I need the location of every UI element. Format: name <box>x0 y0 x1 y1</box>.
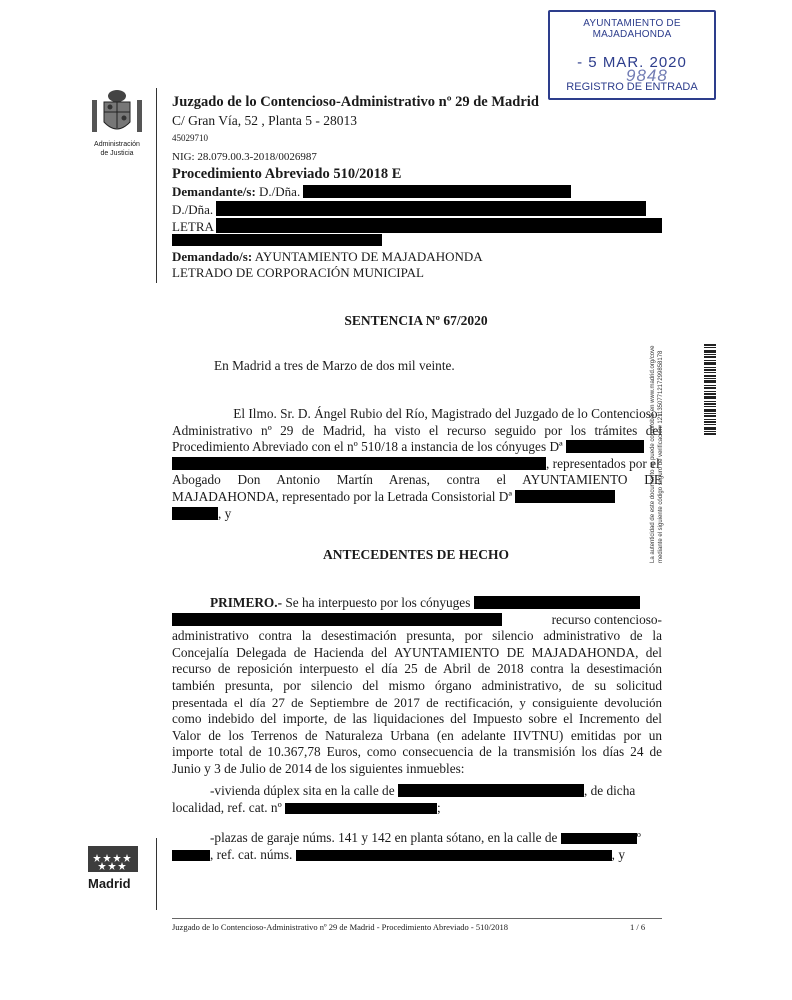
item-garage-line-2 <box>172 847 662 864</box>
primero-line-7: presentada el día 27 de Septiembre de 2017 de rectificación, y consiguiente devolución <box>172 694 662 710</box>
intro-line-3 <box>172 439 662 456</box>
item-dwelling-line-2 <box>172 800 662 817</box>
primero-line-1 <box>172 595 662 612</box>
primero-line-5: recurso de reposición interpuesto el día 25 de Abril de 2018 contra la desestimación <box>172 661 662 677</box>
item-garage-text-a: -plazas de garaje núms. 141 y 142 en planta sótano, en la calle de <box>210 830 558 845</box>
redaction <box>474 596 640 609</box>
registration-stamp <box>548 10 716 100</box>
redaction <box>172 234 382 246</box>
primero-line-2-text: recurso contencioso- <box>551 611 662 627</box>
item-garage <box>172 830 662 863</box>
sentence-title: SENTENCIA Nº 67/2020 <box>344 313 488 328</box>
madrid-label: Madrid <box>88 876 131 891</box>
plaintiff-line-3 <box>172 218 662 235</box>
primero-line-9: Valor de los Terrenos de Naturaleza Urbana (en adelante IIVTNU) emitidas por un <box>172 727 662 743</box>
redaction <box>216 201 646 216</box>
coat-of-arms-icon <box>88 88 146 140</box>
intro-line-4 <box>172 456 662 473</box>
intro-line-3-text: Procedimiento Abreviado con el nº 510/18 a instancia de los cónyuges Dª <box>172 439 563 455</box>
stamp-registry-label: REGISTRO DE ENTRADA <box>566 81 698 93</box>
primero-line-10: importe total de 10.367,78 Euros, como consecuencia de la transmisión los días 24 de <box>172 744 662 760</box>
court-address: C/ Gran Vía, 52 , Planta 5 - 28013 <box>172 113 357 128</box>
date-line: En Madrid a tres de Marzo de dos mil veinte. <box>214 358 455 373</box>
verification-text-1: La autenticidad de este documento se puede comprobar en www.madrid.org/cove <box>650 345 656 563</box>
procedure-number: Procedimiento Abreviado 510/2018 E <box>172 166 402 182</box>
item-garage-text-b: º <box>636 830 641 845</box>
redaction <box>566 440 644 453</box>
redaction <box>398 784 584 797</box>
primero-line-2 <box>172 612 662 629</box>
plaintiff-line-2 <box>172 201 646 218</box>
barcode <box>704 344 716 436</box>
frame-line-top <box>156 88 157 283</box>
plaintiff-line-2-text: D./Dña. <box>172 202 214 217</box>
footer-line <box>172 918 662 919</box>
redaction <box>285 803 437 814</box>
primero-line-3: administrativo contra la desestimación presunta, por silencio administrativo de la <box>172 628 662 644</box>
redaction <box>172 457 546 470</box>
coat-of-arms-logo <box>88 88 146 140</box>
stamp-title: AYUNTAMIENTO DE MAJADAHONDA <box>583 18 681 40</box>
defendant-label: Demandado/s: <box>172 249 253 264</box>
primero-line-6: también presunta, por silencio del mismo órgano administrativo, de su solicitud <box>172 677 662 693</box>
plaintiff-line <box>172 184 571 200</box>
redaction <box>172 507 218 520</box>
logo-caption-2: de Justicia <box>100 150 134 157</box>
intro-line-7 <box>172 506 662 523</box>
primero-line-11: Junio y 3 de Julio de 2014 de los siguientes inmuebles: <box>172 760 465 776</box>
plaintiff-line-3-text: LETRA <box>172 219 214 234</box>
intro-line-6 <box>172 489 662 506</box>
plaintiff-label: Demandante/s: <box>172 184 256 199</box>
redaction <box>172 613 502 626</box>
verification-text-2: mediante el siguiente código seguro de verificación: 1211350771217299858178 <box>658 350 664 563</box>
intro-line-6-text: MAJADAHONDA, representado por la Letrada Consistorial Dª <box>172 488 513 504</box>
defendant-value: AYUNTAMIENTO DE MAJADAHONDA <box>254 249 483 264</box>
plaintiff-value: D./Dña. <box>259 184 301 199</box>
redaction <box>561 833 637 844</box>
stamp-date: - 5 MAR. 2020 <box>577 54 687 71</box>
defendant-line <box>172 249 483 265</box>
section-title: ANTECEDENTES DE HECHO <box>322 547 510 562</box>
item-dwelling-text-a: -vivienda dúplex sita en la calle de <box>210 783 395 798</box>
primero-line-4: Concejalía Delegada de Hacienda del AYUNTAMIENTO DE MAJADAHONDA, del <box>172 644 662 660</box>
item-garage-line-1 <box>172 830 662 847</box>
item-dwelling-text-d: ; <box>437 799 441 815</box>
primero-line-8: como indebido del importe, de las liquidaciones del Impuesto sobre el Incremento del <box>172 711 662 727</box>
item-dwelling-text-b: , de dicha <box>583 783 636 798</box>
logo-caption-1: Administración <box>94 141 140 148</box>
page-number: 1 / 6 <box>630 922 646 932</box>
redaction <box>216 218 662 233</box>
court-title: Juzgado de lo Contencioso-Administrativo nº 29 de Madrid <box>172 94 539 110</box>
redaction <box>296 850 612 861</box>
nig-number: NIG: 28.079.00.3-2018/0026987 <box>172 151 317 163</box>
intro-paragraph <box>172 406 662 522</box>
stamp-number: 9848 <box>626 66 668 85</box>
intro-line-7-text: , y <box>218 505 232 521</box>
primero-paragraph <box>172 595 662 778</box>
intro-line-5: Abogado Don Antonio Martín Arenas, contra el AYUNTAMIENTO DE <box>172 472 662 488</box>
item-garage-text-d: , y <box>611 846 625 862</box>
item-garage-text-c: , ref. cat. núms. <box>210 846 293 862</box>
item-dwelling <box>172 783 662 816</box>
court-code: 45029710 <box>172 133 208 143</box>
primero-line-1-text: Se ha interpuesto por los cónyuges <box>285 595 471 610</box>
redaction <box>172 850 210 861</box>
madrid-stars-icon <box>88 846 138 872</box>
frame-line-bottom <box>156 838 157 910</box>
madrid-logo <box>88 846 138 872</box>
intro-line-1: El Ilmo. Sr. D. Ángel Rubio del Río, Magistrado del Juzgado de lo Contencioso- <box>233 406 662 421</box>
intro-line-4-text: , representados por el <box>546 455 660 471</box>
item-dwelling-line-1 <box>172 783 662 800</box>
redaction <box>303 185 571 198</box>
primero-label: PRIMERO.- <box>210 595 283 610</box>
footer-text: Juzgado de lo Contencioso-Administrativo nº 29 de Madrid - Procedimiento Abreviado - 510/2018 <box>172 922 508 932</box>
defendant-lawyer: LETRADO DE CORPORACIÓN MUNICIPAL <box>172 265 424 280</box>
item-dwelling-text-c: localidad, ref. cat. nº <box>172 799 282 815</box>
intro-line-2: Administrativo nº 29 de Madrid, ha visto el recurso seguido por los trámites del <box>172 422 662 438</box>
redaction <box>515 490 615 503</box>
